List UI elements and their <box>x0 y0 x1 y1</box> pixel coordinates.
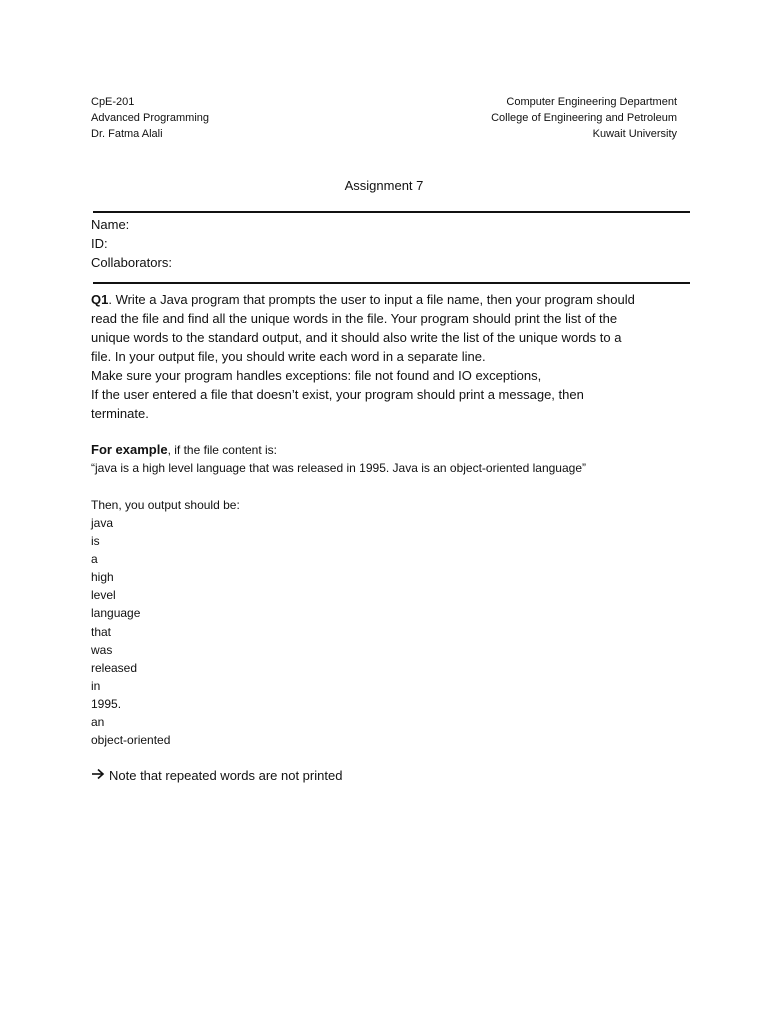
right-arrow-icon <box>91 767 105 785</box>
output-word: java <box>91 516 114 530</box>
note <box>91 767 342 785</box>
bottom-divider <box>93 282 690 284</box>
header-right <box>491 94 677 142</box>
example-intro <box>91 441 691 459</box>
output-word: language <box>91 606 141 621</box>
instructor-name: Dr. Fatma Alali <box>91 128 163 140</box>
question-label: Q1 <box>91 292 109 307</box>
output-word: in <box>91 678 101 693</box>
output-word: object-oriented <box>91 733 171 748</box>
collaborators-field-label: Collaborators: <box>91 255 172 270</box>
note-text: Note that repeated words are not printed <box>109 768 343 783</box>
output-word: was <box>91 642 113 657</box>
question-line: Make sure your program handles exceptions: file not found and IO exceptions, <box>91 368 542 383</box>
header-left <box>91 94 209 142</box>
question-line: file. In your output file, you should write each word in a separate line. <box>91 349 486 364</box>
example-block <box>91 441 691 477</box>
id-field-label: ID: <box>91 236 108 251</box>
example-intro-text: , if the file content is: <box>167 443 277 457</box>
output-intro: Then, you output should be: <box>91 498 240 512</box>
name-field-label: Name: <box>91 217 130 232</box>
output-word: high <box>91 570 114 585</box>
output-word: 1995. <box>91 696 122 711</box>
university-name: Kuwait University <box>592 128 677 140</box>
department-name: Computer Engineering Department <box>506 96 677 108</box>
output-word: released <box>91 660 138 675</box>
question-line: terminate. <box>91 406 149 421</box>
page-title: Assignment 7 <box>344 178 424 193</box>
example-file-content: “java is a high level language that was released in 1995. Java is an object-oriented language” <box>91 461 586 475</box>
example-label: For example <box>91 442 168 457</box>
top-divider <box>93 211 690 213</box>
output-word: an <box>91 715 105 730</box>
output-word: that <box>91 624 112 639</box>
output-word-list <box>91 514 170 749</box>
output-word: is <box>91 534 100 549</box>
question-line: If the user entered a file that doesn’t exist, your program should print a message, then <box>91 387 584 402</box>
student-fields <box>91 215 172 272</box>
question-text: . Write a Java program that prompts the user to input a file name, then your program should <box>108 292 635 307</box>
course-code: CpE-201 <box>91 96 135 108</box>
course-name: Advanced Programming <box>91 112 210 124</box>
question-block <box>91 290 691 423</box>
question-line: unique words to the standard output, and it should also write the list of the unique words to a <box>91 330 622 345</box>
question-line: read the file and find all the unique words in the file. Your program should print the list of the <box>91 311 618 326</box>
output-word: a <box>91 552 98 567</box>
output-word: level <box>91 588 116 603</box>
question-line <box>91 290 691 309</box>
college-name: College of Engineering and Petroleum <box>491 112 677 124</box>
